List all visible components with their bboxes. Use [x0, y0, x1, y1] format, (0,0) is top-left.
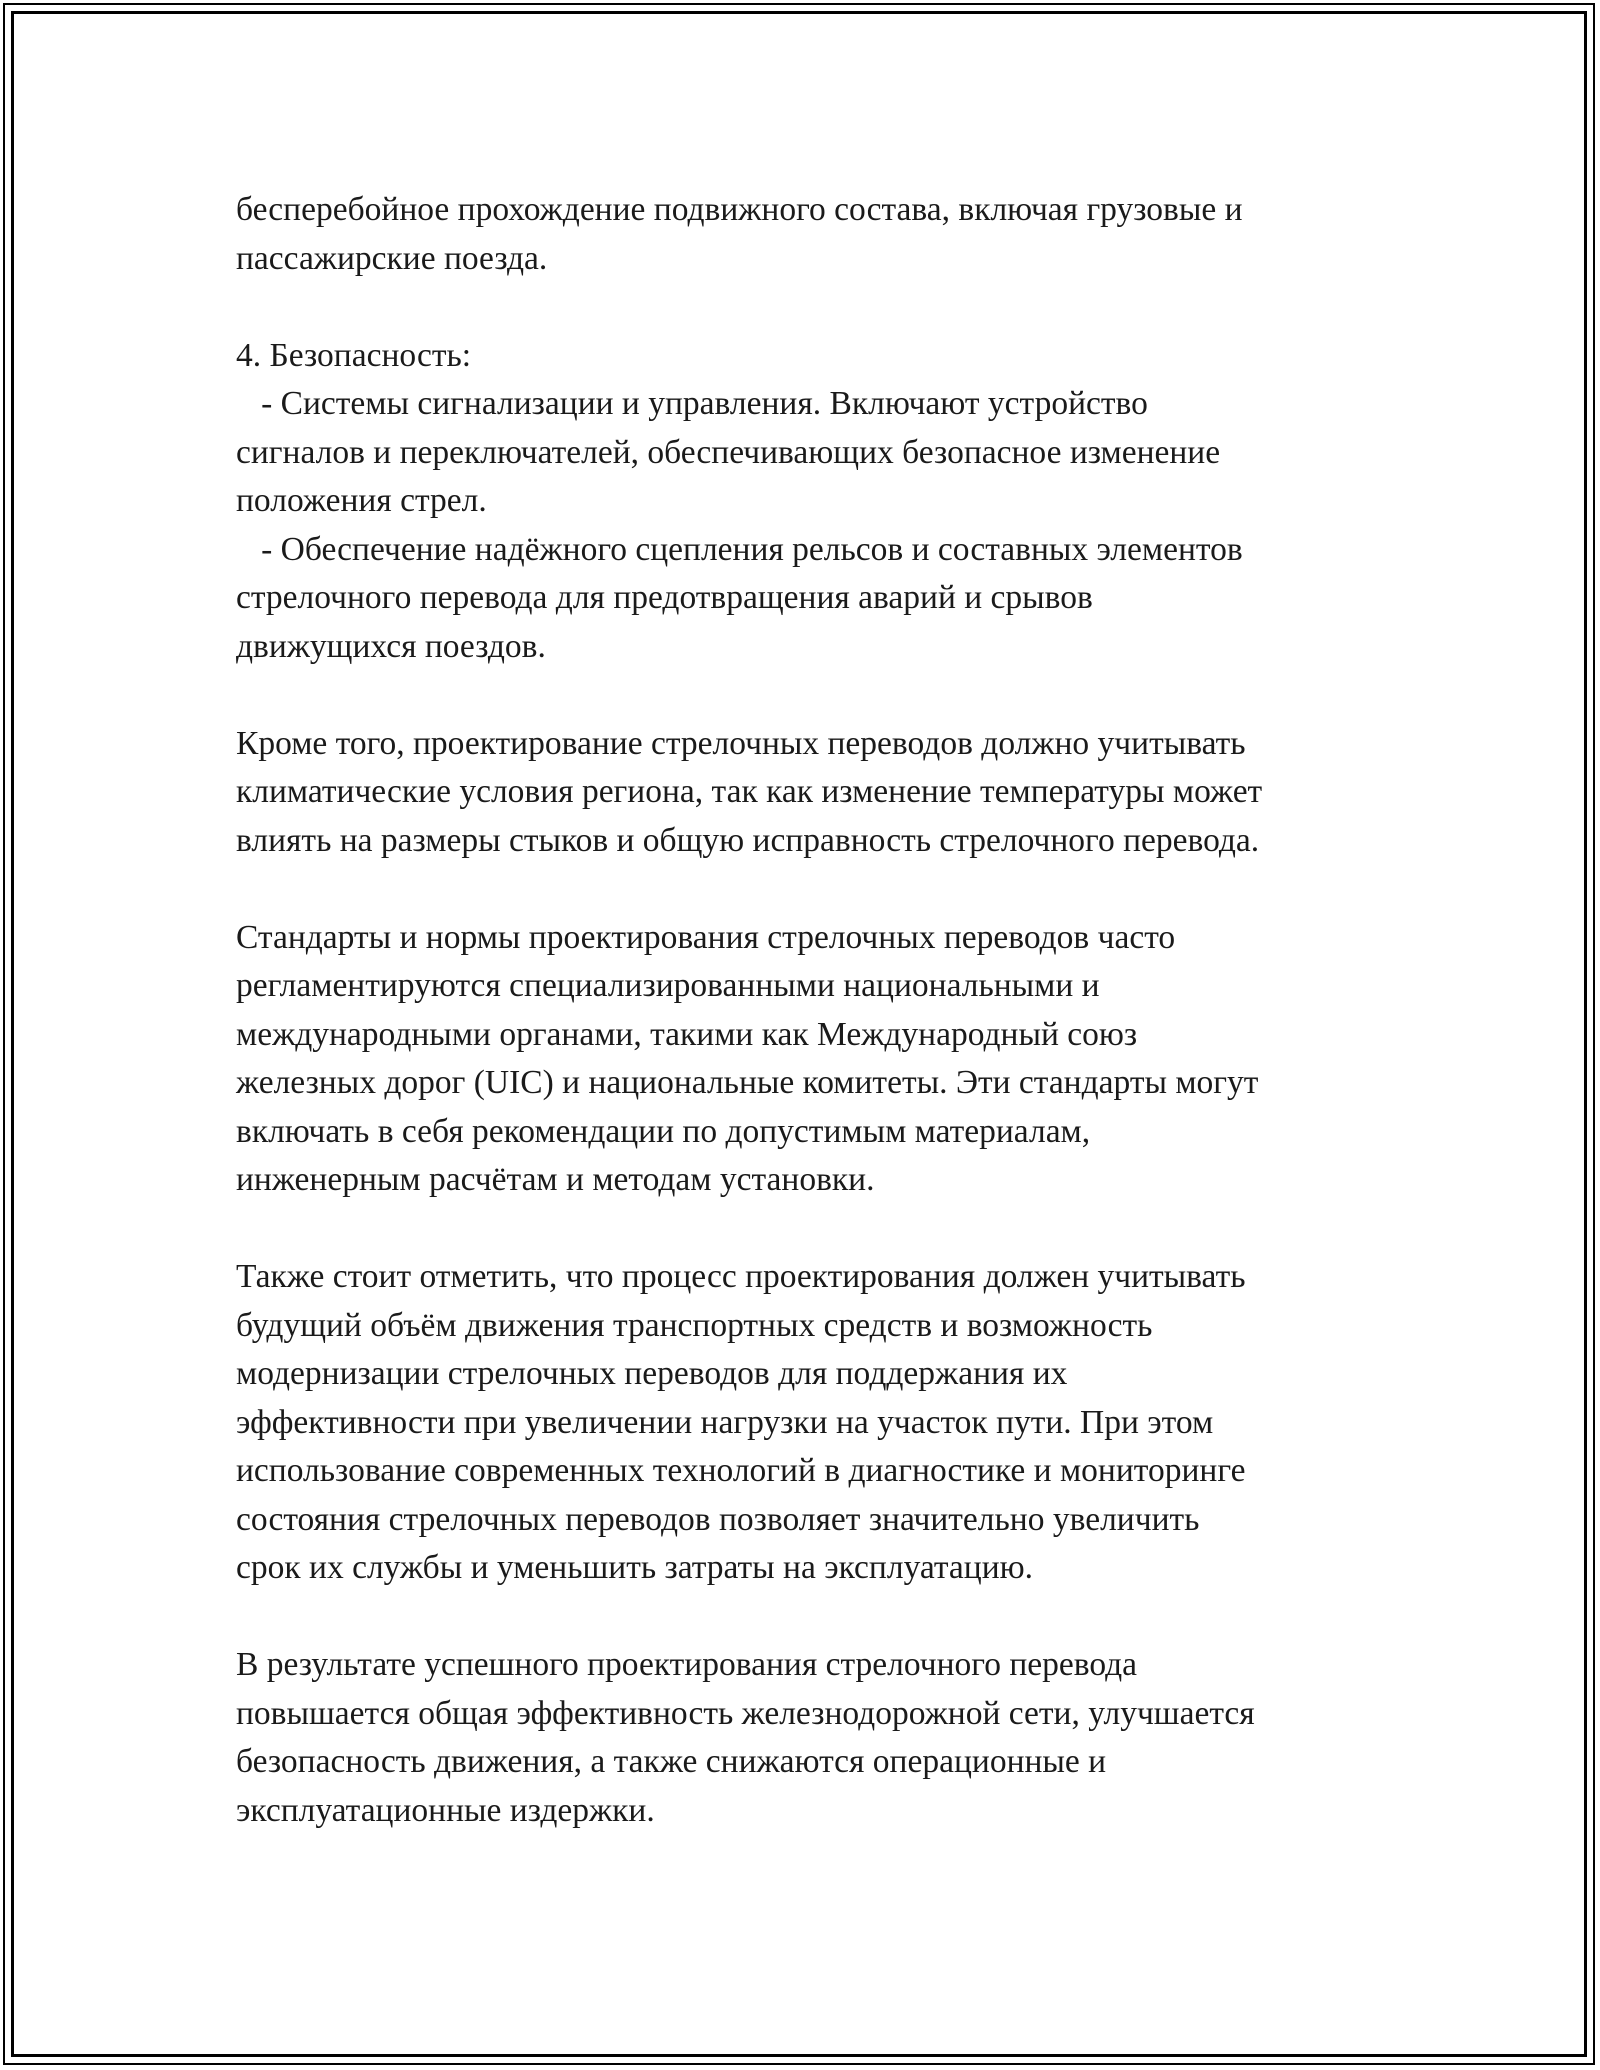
text-line: международными органами, такими как Международный союз: [236, 1015, 1138, 1053]
blank-line: [236, 283, 1416, 332]
text-line: влиять на размеры стыков и общую исправность стрелочного перевода.: [236, 821, 1260, 859]
text-line: инженерным расчётам и методам установки.: [236, 1161, 875, 1198]
blank-line: [236, 865, 1416, 914]
blank-line: [236, 1593, 1416, 1642]
text-line: стрелочного перевода для предотвращения аварий и срывов: [236, 579, 1093, 616]
text-line: Также стоит отметить, что процесс проектирования должен учитывать: [236, 1258, 1246, 1295]
text-line: включать в себя рекомендации по допустимым материалам,: [236, 1112, 1091, 1150]
document-body: [236, 186, 1416, 1835]
text-line: использование современных технологий в диагностике и мониторинге: [236, 1452, 1246, 1489]
text-line: модернизации стрелочных переводов для поддержания их: [236, 1355, 1068, 1392]
blank-line: [236, 671, 1416, 720]
text-line: эксплуатационные издержки.: [236, 1791, 655, 1829]
text-line: срок их службы и уменьшить затраты на эксплуатацию.: [236, 1549, 1034, 1586]
text-line: климатические условия региона, так как изменение температуры может: [236, 773, 1263, 810]
text-line: Кроме того, проектирование стрелочных переводов должно учитывать: [236, 724, 1246, 762]
blank-line: [236, 1205, 1416, 1254]
text-line: Стандарты и нормы проектирования стрелочных переводов часто: [236, 918, 1176, 956]
text-line: будущий объём движения транспортных средств и возможность: [236, 1306, 1153, 1344]
text-line: положения стрел.: [236, 482, 487, 519]
text-line: 4. Безопасность:: [236, 336, 472, 374]
text-line: регламентируются специализированными национальными и: [236, 967, 1100, 1004]
text-line: железных дорог (UIC) и национальные комитеты. Эти стандарты могут: [236, 1064, 1259, 1101]
text-line: состояния стрелочных переводов позволяет значительно увеличить: [236, 1500, 1200, 1538]
text-line: безопасность движения, а также снижаются операционные и: [236, 1743, 1107, 1780]
text-line: повышается общая эффективность железнодорожной сети, улучшается: [236, 1694, 1255, 1732]
text-line: пассажирские поезда.: [236, 239, 548, 277]
text-line: эффективности при увеличении нагрузки на участок пути. При этом: [236, 1403, 1214, 1441]
text-line: В результате успешного проектирования стрелочного перевода: [236, 1646, 1138, 1683]
text-line: бесперебойное прохождение подвижного состава, включая грузовые и: [236, 191, 1243, 228]
text-line: сигналов и переключателей, обеспечивающих безопасное изменение: [236, 433, 1221, 471]
text-line: - Системы сигнализации и управления. Включают устройство: [236, 385, 1148, 422]
text-line: - Обеспечение надёжного сцепления рельсов и составных элементов: [236, 530, 1243, 568]
text-line: движущихся поездов.: [236, 627, 546, 665]
